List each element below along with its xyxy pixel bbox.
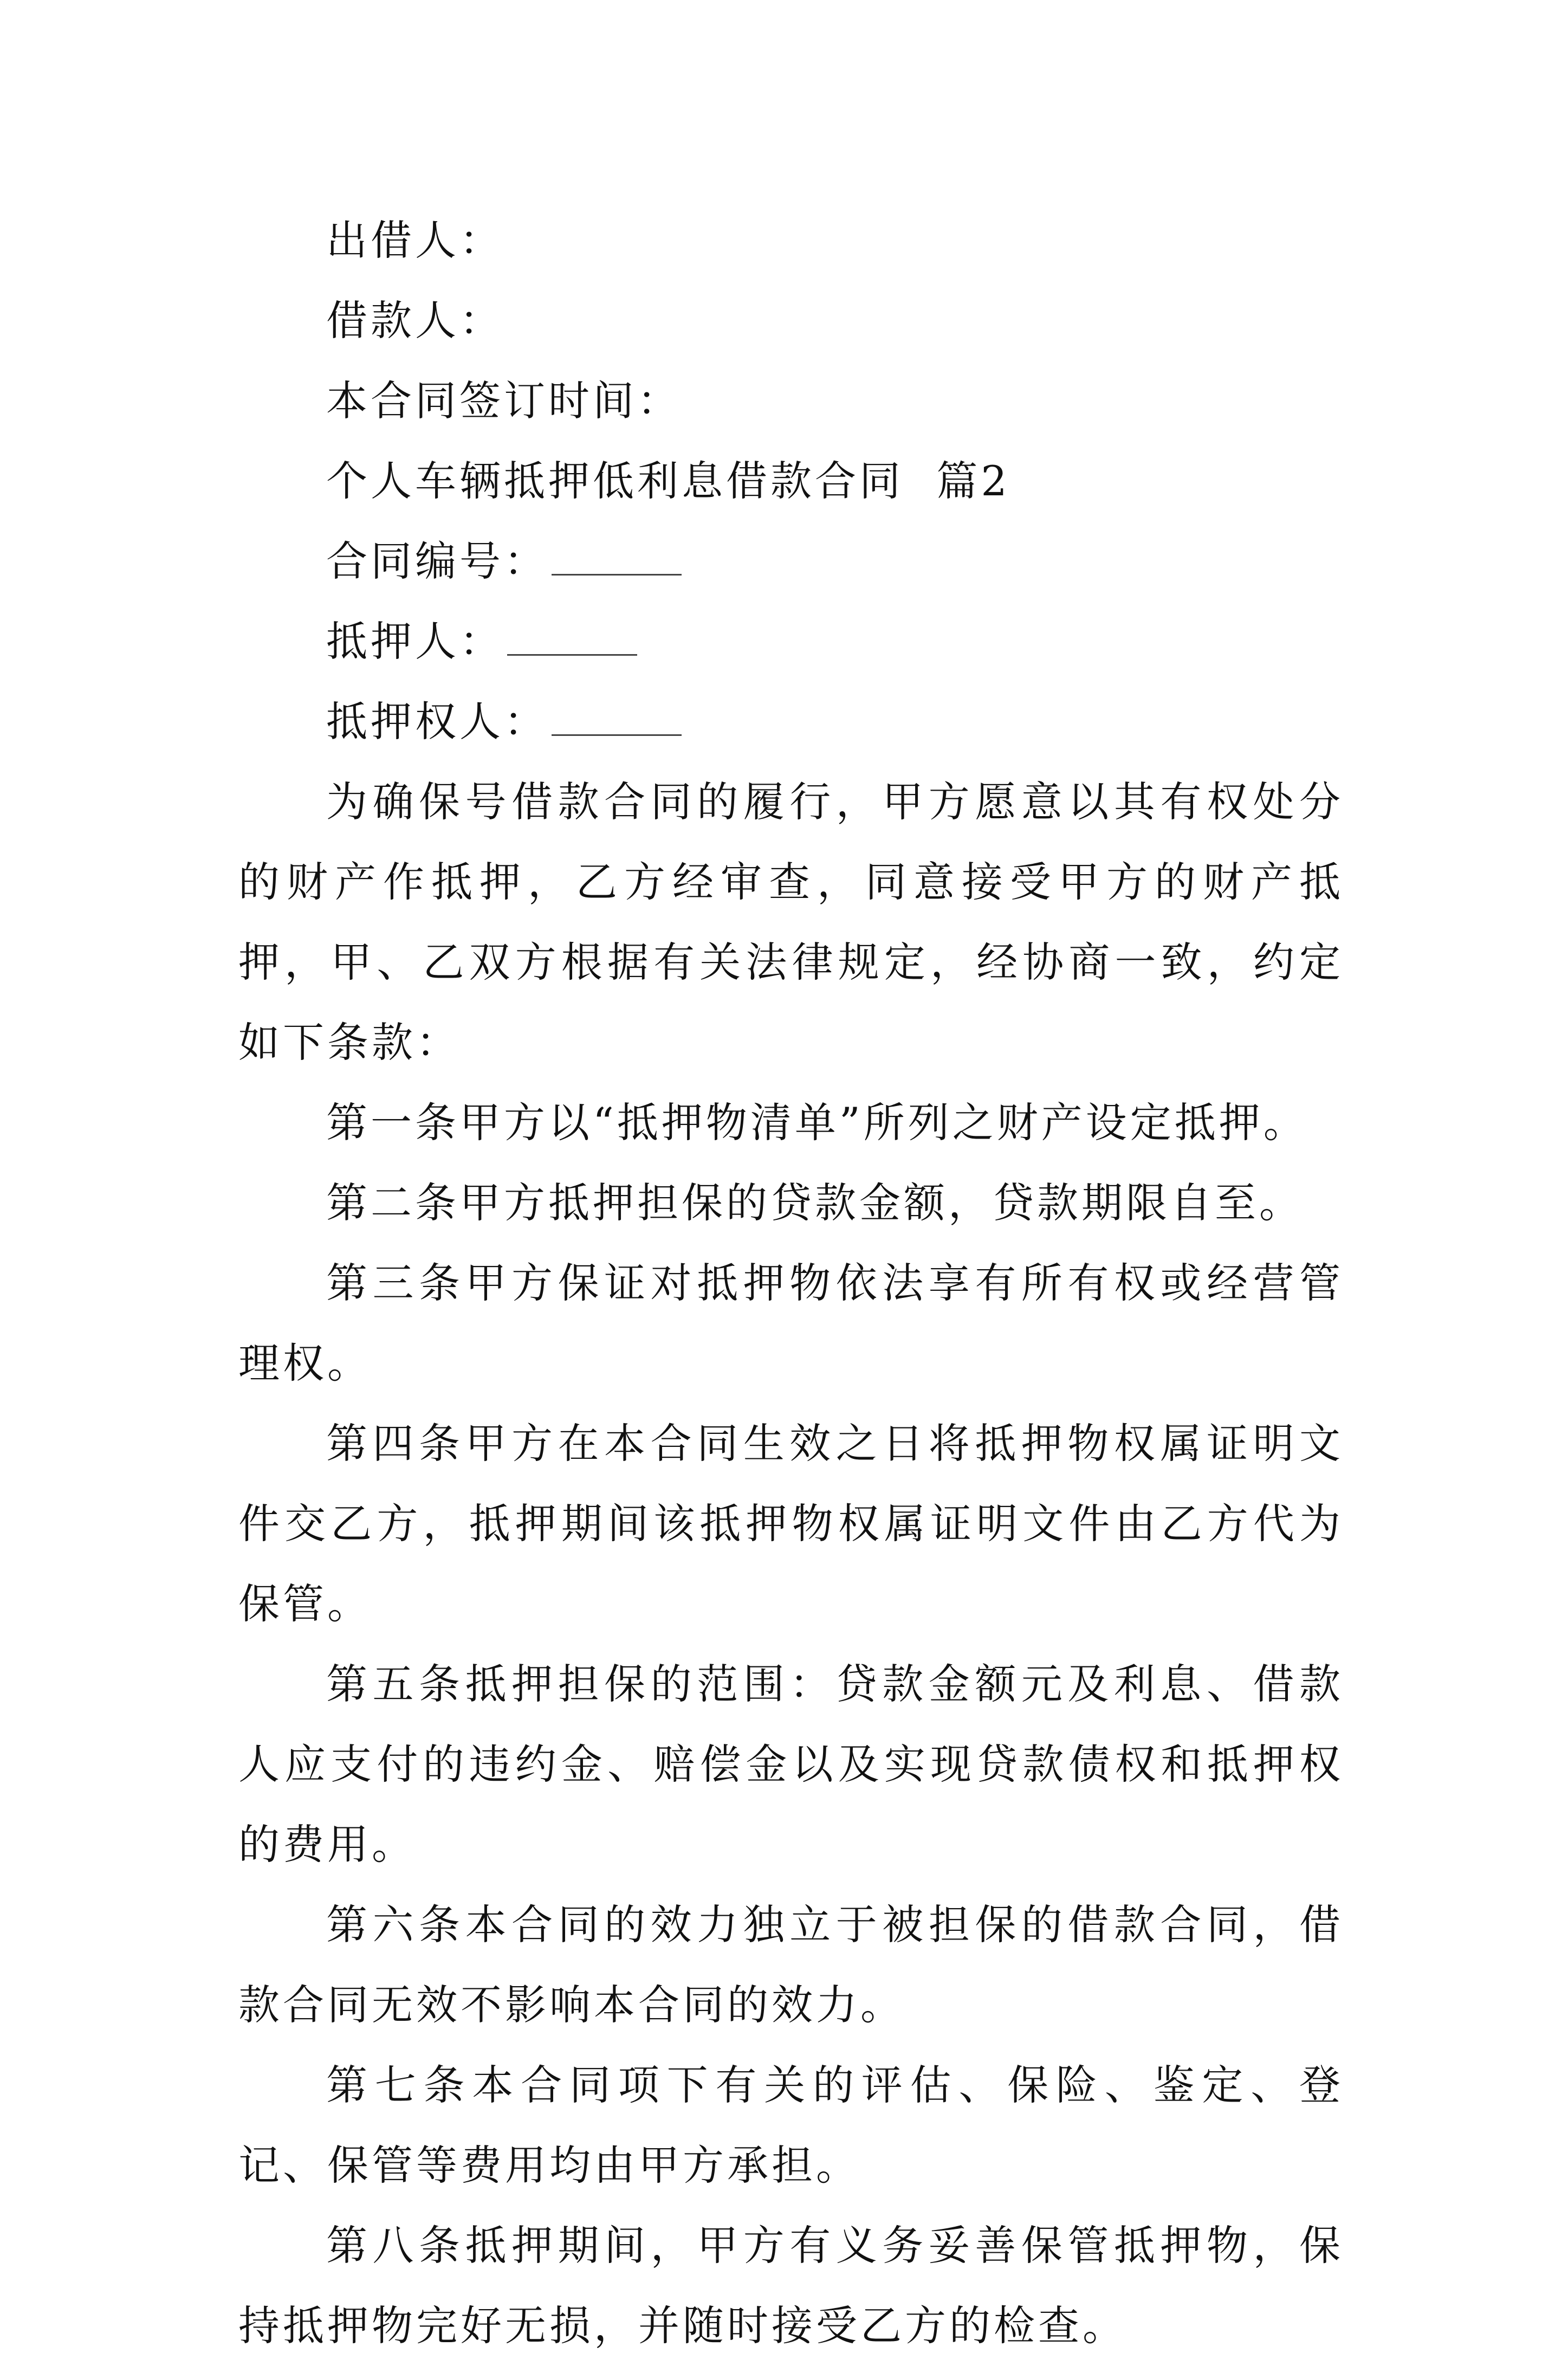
section-title (238, 441, 1344, 521)
lender-label: 出借人： (326, 216, 504, 264)
mortgagee-blank (552, 702, 682, 736)
sign-date-label: 本合同签订时间： (326, 377, 682, 425)
borrower-label: 借款人： (326, 296, 504, 345)
article-5: 第五条抵押担保的范围：贷款金额元及利息、借款人应支付的违约金、赔偿金以及实现贷款债权和抵押权的费用。 (238, 1660, 1344, 1869)
borrower-signature-line (238, 281, 1344, 361)
article-7: 第七条本合同项下有关的评估、保险、鉴定、登记、保管等费用均由甲方承担。 (238, 2061, 1344, 2189)
document-body (238, 201, 1344, 2366)
mortgagor-field (238, 602, 1344, 682)
mortgagee-label: 抵押权人： (326, 697, 548, 746)
sign-date-line (238, 361, 1344, 441)
article-1: 第一条甲方以“抵押物清单”所列之财产设定抵押。 (326, 1098, 1308, 1147)
mortgagor-label: 抵押人： (326, 617, 504, 665)
mortgagee-field (238, 682, 1344, 762)
article-2: 第二条甲方抵押担保的贷款金额，贷款期限自至。 (326, 1179, 1304, 1227)
article-6: 第六条本合同的效力独立于被担保的借款合同，借款合同无效不影响本合同的效力。 (238, 1900, 1344, 2029)
article-8: 第八条抵押期间，甲方有义务妥善保管抵押物，保持抵押物完好无损，并随时接受乙方的检查。 (238, 2221, 1344, 2350)
article-3: 第三条甲方保证对抵押物依法享有所有权或经营管理权。 (238, 1259, 1344, 1387)
contract-number-label: 合同编号： (326, 537, 548, 585)
contract-number-blank (552, 541, 682, 576)
mortgagor-blank (507, 622, 637, 656)
intro-paragraph: 为确保号借款合同的履行，甲方愿意以其有权处分的财产作抵押，乙方经审查，同意接受甲方的财产抵押，甲、乙双方根据有关法律规定，经协商一致，约定如下条款： (238, 778, 1344, 1066)
article-4: 第四条甲方在本合同生效之日将抵押物权属证明文件交乙方，抵押期间该抵押物权属证明文件由乙方代为保管。 (238, 1419, 1344, 1628)
lender-signature-line (238, 201, 1344, 281)
contract-number-field (238, 521, 1344, 602)
section-title-text: 个人车辆抵押低利息借款合同 篇2 (326, 457, 1010, 505)
